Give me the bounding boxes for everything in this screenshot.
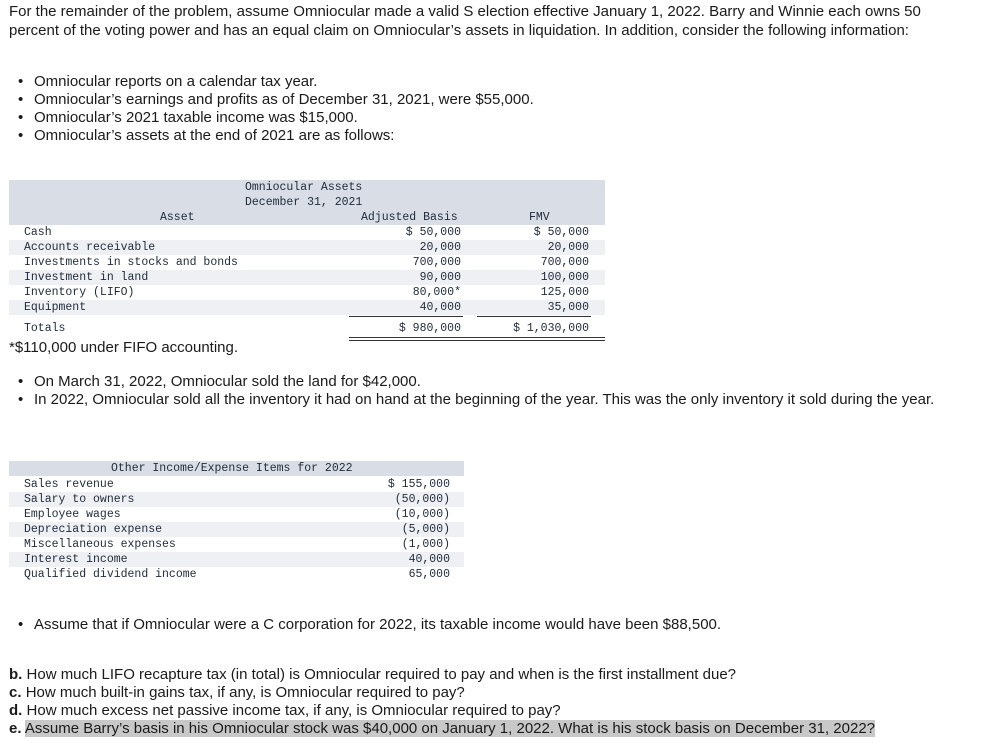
intro-paragraph: For the remainder of the problem, assume Omniocular made a valid S election effective January 1, 2022. Barry and Winnie each owns 50 percent of the voting power and has an equal claim on Omniocular’s assets in liquidation. In addition, consider the following information: — [9, 3, 921, 39]
double-underline — [349, 337, 605, 338]
item-label: Interest income — [24, 553, 128, 566]
assumption-bullet-list — [10, 616, 721, 634]
fmv-value: 700,000 — [540, 256, 589, 269]
adjusted-basis-value: 20,000 — [419, 241, 461, 254]
fmv-value: 20,000 — [547, 241, 589, 254]
column-header-asset: Asset — [160, 211, 195, 224]
subtotal-underline — [477, 316, 591, 317]
item-value: 65,000 — [408, 568, 450, 581]
table-row — [9, 552, 464, 567]
question-e[interactable] — [9, 720, 969, 738]
totals-label: Totals — [24, 322, 66, 335]
table-row — [9, 240, 605, 255]
asset-name: Investments in stocks and bonds — [24, 256, 238, 269]
bullet-item: • Omniocular’s earnings and profits as of December 31, 2021, were $55,000. — [10, 91, 534, 109]
assets-table-title: Omniocular Assets — [245, 181, 363, 194]
item-label: Sales revenue — [24, 478, 114, 491]
question-b — [9, 666, 969, 684]
table-row — [9, 255, 605, 270]
question-text: How much LIFO recapture tax (in total) is Omniocular required to pay and when is the first installment due? — [26, 666, 737, 683]
adjusted-basis-value: 40,000 — [419, 301, 461, 314]
assets-table — [9, 180, 605, 342]
question-list — [9, 666, 969, 738]
fifo-footnote: *$110,000 under FIFO accounting. — [9, 339, 239, 356]
column-header-adjusted-basis: Adjusted Basis — [361, 211, 458, 224]
item-label: Miscellaneous expenses — [24, 538, 176, 551]
income-table-title: Other Income/Expense Items for 2022 — [111, 462, 353, 475]
question-letter: e. — [9, 720, 22, 737]
table-row — [9, 522, 464, 537]
adjusted-basis-value: 700,000 — [412, 256, 461, 269]
table-row — [9, 567, 464, 582]
question-text: How much built-in gains tax, if any, is Omniocular required to pay? — [25, 684, 465, 701]
income-table-header — [9, 461, 464, 476]
item-value: (1,000) — [401, 538, 450, 551]
asset-name: Investment in land — [24, 271, 149, 284]
item-value: 40,000 — [408, 553, 450, 566]
asset-name: Equipment — [24, 301, 87, 314]
item-label: Employee wages — [24, 508, 121, 521]
totals-fmv: $ 1,030,000 — [513, 322, 589, 335]
question-letter: c. — [9, 684, 22, 701]
bullet-item: • In 2022, Omniocular sold all the inventory it had on hand at the beginning of the year. This was the only inventory it sold during the year. — [10, 391, 960, 409]
question-letter: d. — [9, 702, 23, 719]
selected-question-text[interactable]: Assume Barry’s basis in his Omniocular stock was $40,000 on January 1, 2022. What is his stock basis on December 31, 2022? — [24, 720, 876, 737]
totals-row — [9, 321, 605, 336]
bullet-item: • Assume that if Omniocular were a C corporation for 2022, its taxable income would have been $88,500. — [10, 616, 721, 634]
totals-adjusted-basis: $ 980,000 — [398, 322, 461, 335]
bullet-item: • Omniocular’s 2021 taxable income was $15,000. — [10, 109, 534, 127]
bullet-item: • Omniocular’s assets at the end of 2021 are as follows: — [10, 127, 534, 145]
item-value: (50,000) — [394, 493, 450, 506]
table-row — [9, 492, 464, 507]
item-label: Depreciation expense — [24, 523, 163, 536]
subtotal-underline — [349, 316, 463, 317]
table-row — [9, 507, 464, 522]
question-text: How much excess net passive income tax, if any, is Omniocular required to pay? — [26, 702, 561, 719]
asset-name: Accounts receivable — [24, 241, 156, 254]
table-row — [9, 270, 605, 285]
item-label: Salary to owners — [24, 493, 135, 506]
item-value: (10,000) — [394, 508, 450, 521]
table-row — [9, 537, 464, 552]
double-underline — [349, 340, 605, 341]
bullet-item: • Omniocular reports on a calendar tax year. — [10, 73, 534, 91]
question-c — [9, 684, 969, 702]
income-expense-table — [9, 461, 464, 586]
item-value: $ 155,000 — [387, 478, 450, 491]
table-row — [9, 285, 605, 300]
asset-name: Cash — [24, 226, 52, 239]
column-header-fmv: FMV — [529, 211, 550, 224]
adjusted-basis-value: 90,000 — [419, 271, 461, 284]
bullet-item: • On March 31, 2022, Omniocular sold the land for $42,000. — [10, 373, 960, 391]
table-row — [9, 225, 605, 240]
fmv-value: 35,000 — [547, 301, 589, 314]
info-bullet-list — [10, 73, 534, 145]
item-value: (5,000) — [401, 523, 450, 536]
item-label: Qualified dividend income — [24, 568, 197, 581]
fmv-value: 125,000 — [540, 286, 589, 299]
question-letter: b. — [9, 666, 23, 683]
adjusted-basis-value: $ 50,000 — [405, 226, 461, 239]
question-d — [9, 702, 969, 720]
assets-table-date: December 31, 2021 — [245, 196, 363, 209]
sales-bullet-list — [10, 373, 960, 409]
adjusted-basis-value: 80,000* — [412, 286, 461, 299]
fmv-value: $ 50,000 — [533, 226, 589, 239]
asset-name: Inventory (LIFO) — [24, 286, 135, 299]
fmv-value: 100,000 — [540, 271, 589, 284]
table-row — [9, 477, 464, 492]
table-row — [9, 300, 605, 315]
